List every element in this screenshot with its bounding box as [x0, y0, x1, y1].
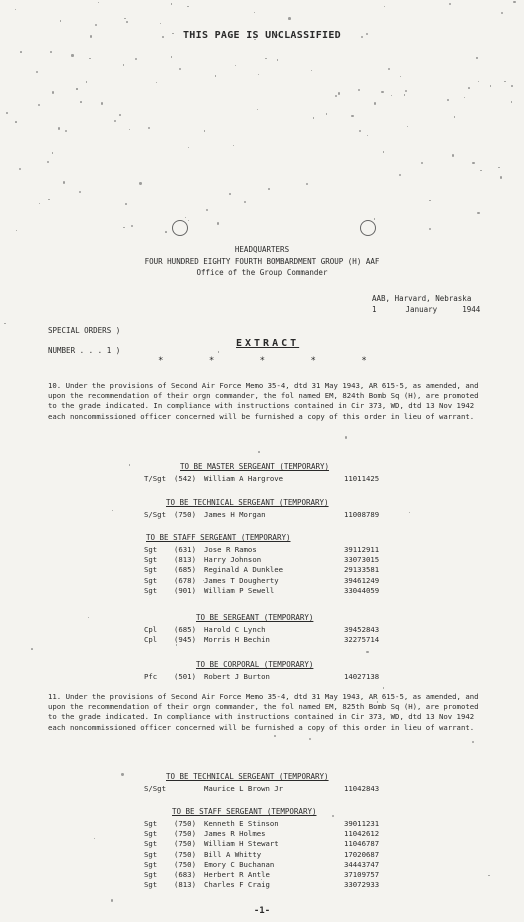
- scan-speck: [179, 68, 181, 70]
- promotion-row: Sgt (901) William P Sewell 33044059: [144, 585, 380, 595]
- promotion-row: Cpl (945) Morris H Bechin 32275714: [144, 635, 380, 645]
- scan-speck: [135, 58, 137, 60]
- promotion-row: Sgt (678) James T Dougherty 39461249: [144, 575, 380, 585]
- promotion-row: Sgt (813) Charles F Craig 33072933: [144, 880, 380, 890]
- scan-speck: [421, 162, 423, 164]
- scan-speck: [383, 687, 385, 689]
- promotion-row: S/Sgt (750) James H Morgan 11008789: [144, 510, 380, 519]
- scan-speck: [123, 64, 125, 66]
- scan-speck: [121, 773, 123, 775]
- scan-speck: [306, 183, 308, 185]
- scan-speck: [98, 2, 99, 3]
- extract-title: EXTRACT: [236, 338, 300, 349]
- scan-speck: [123, 227, 125, 229]
- classification-banner: THIS PAGE IS UNCLASSIFIED: [182, 30, 341, 41]
- place-date: [372, 305, 480, 314]
- scan-speck: [511, 85, 513, 87]
- scan-speck: [206, 209, 208, 211]
- scan-speck: [374, 218, 375, 219]
- scan-speck: [124, 18, 126, 20]
- scan-speck: [335, 95, 337, 97]
- scan-speck: [20, 51, 22, 53]
- scan-speck: [218, 351, 220, 353]
- scan-speck: [71, 54, 73, 56]
- promotion-row: T/Sgt (542) William A Hargrove 11011425: [144, 474, 380, 483]
- scan-speck: [511, 101, 512, 102]
- scan-speck: [244, 201, 246, 203]
- promotion-row: Cpl (685) Harold C Lynch 39452843: [144, 625, 380, 634]
- scan-speck: [129, 464, 130, 465]
- scan-speck: [80, 101, 82, 103]
- scan-speck: [36, 71, 38, 73]
- scan-speck: [188, 220, 189, 221]
- scan-speck: [311, 70, 312, 71]
- scan-speck: [404, 94, 405, 95]
- scan-speck: [126, 21, 128, 23]
- scan-speck: [449, 3, 451, 5]
- scan-speck: [351, 115, 353, 117]
- scan-speck: [388, 68, 390, 70]
- promotion-row: Pfc (501) Robert J Burton 14027138: [144, 672, 380, 681]
- promotion-row: Sgt (750) William H Stewart 11046787: [144, 839, 380, 849]
- scan-speck: [338, 92, 340, 94]
- scan-speck: [119, 114, 121, 116]
- scan-speck: [490, 85, 491, 86]
- scan-speck: [111, 899, 113, 901]
- scan-speck: [156, 82, 157, 83]
- date-year: 1944: [462, 305, 481, 314]
- staff-sergeant-list-10: [144, 545, 404, 596]
- heading-corporal: TO BE CORPORAL (TEMPORARY): [196, 660, 314, 669]
- scan-speck: [472, 741, 474, 743]
- scan-speck: [88, 617, 89, 618]
- promotion-row: Sgt (750) Emory C Buchanan 34443747: [144, 859, 380, 869]
- heading-master-sergeant: TO BE MASTER SERGEANT (TEMPORARY): [180, 462, 330, 471]
- page-number: -1-: [253, 906, 271, 916]
- scan-speck: [171, 56, 172, 57]
- scan-speck: [235, 65, 236, 66]
- scan-speck: [94, 838, 95, 839]
- date-day: 1: [372, 305, 377, 314]
- punch-hole-right: [360, 220, 376, 236]
- heading-technical-sergeant-11: TO BE TECHNICAL SERGEANT (TEMPORARY): [166, 772, 329, 781]
- header-line-1: HEADQUARTERS: [234, 245, 290, 254]
- scan-speck: [258, 451, 260, 453]
- scan-speck: [148, 127, 150, 129]
- scan-speck: [129, 129, 130, 130]
- promotion-row: Sgt (750) Kenneth E Stinson 39011231: [144, 819, 380, 828]
- scan-speck: [4, 323, 5, 324]
- scan-speck: [400, 76, 401, 77]
- scan-speck: [477, 212, 479, 214]
- scan-speck: [187, 6, 189, 8]
- scan-speck: [399, 174, 401, 176]
- promotion-row: Sgt (685) Reginald A Dunklee 29133581: [144, 565, 380, 575]
- scan-speck: [58, 127, 60, 129]
- scan-speck: [65, 130, 67, 132]
- scan-speck: [374, 102, 376, 104]
- scan-speck: [447, 99, 449, 101]
- number-label: NUMBER . . . 1 ): [48, 346, 121, 355]
- staff-sergeant-list-11: [144, 819, 404, 890]
- scan-speck: [125, 203, 127, 205]
- scan-speck: [233, 145, 234, 146]
- scan-speck: [79, 191, 81, 193]
- scan-speck: [277, 59, 279, 61]
- scan-speck: [358, 89, 360, 91]
- scan-speck: [464, 97, 465, 98]
- scan-speck: [476, 57, 477, 58]
- scan-speck: [52, 91, 54, 93]
- scan-speck: [384, 6, 385, 7]
- scan-speck: [359, 130, 361, 132]
- scan-speck: [429, 200, 430, 201]
- scan-speck: [112, 510, 113, 511]
- scan-speck: [326, 113, 327, 114]
- scan-speck: [39, 203, 40, 204]
- scan-speck: [38, 104, 40, 106]
- scan-speck: [468, 87, 470, 89]
- promotion-row: S/Sgt Maurice L Brown Jr 11042843: [144, 784, 380, 793]
- scan-speck: [504, 81, 506, 83]
- scan-speck: [500, 176, 502, 178]
- scan-speck: [313, 117, 314, 118]
- punch-hole-left: [172, 220, 188, 236]
- scan-speck: [268, 188, 270, 190]
- scan-speck: [274, 735, 276, 737]
- scan-speck: [215, 75, 216, 76]
- scan-speck: [31, 648, 33, 650]
- scan-speck: [60, 20, 62, 22]
- scan-speck: [254, 12, 255, 13]
- scan-speck: [204, 130, 205, 131]
- scan-speck: [86, 81, 88, 83]
- scan-speck: [15, 9, 16, 10]
- heading-staff-sergeant: TO BE STAFF SERGEANT (TEMPORARY): [146, 533, 291, 542]
- heading-technical-sergeant: TO BE TECHNICAL SERGEANT (TEMPORARY): [166, 498, 329, 507]
- scan-speck: [52, 152, 54, 154]
- scan-speck: [165, 231, 167, 233]
- scan-speck: [6, 112, 8, 114]
- scan-speck: [478, 81, 479, 82]
- scan-speck: [381, 91, 383, 93]
- scan-speck: [405, 90, 407, 92]
- scan-speck: [229, 193, 231, 195]
- scan-speck: [407, 126, 408, 127]
- scan-speck: [95, 24, 97, 26]
- scan-speck: [454, 116, 455, 117]
- promotion-row: Sgt (813) Harry Johnson 33073015: [144, 555, 380, 565]
- scan-speck: [50, 51, 52, 53]
- scan-speck: [131, 225, 133, 227]
- heading-sergeant: TO BE SERGEANT (TEMPORARY): [196, 613, 314, 622]
- date-month: January: [405, 305, 438, 314]
- scan-speck: [217, 222, 219, 224]
- scan-speck: [76, 88, 77, 89]
- scan-speck: [366, 651, 368, 653]
- scan-speck: [171, 3, 172, 4]
- promotion-row: Sgt (683) Herbert R Antle 37109757: [144, 870, 380, 880]
- scan-speck: [513, 1, 515, 3]
- scan-speck: [488, 875, 490, 877]
- scan-speck: [114, 120, 116, 122]
- scan-speck: [501, 12, 504, 15]
- scan-speck: [15, 121, 17, 123]
- scan-speck: [498, 167, 500, 169]
- scan-speck: [48, 199, 50, 201]
- separator-stars: * * * * *: [158, 356, 387, 366]
- scan-speck: [429, 228, 431, 230]
- scan-speck: [185, 217, 186, 218]
- scan-speck: [101, 102, 104, 105]
- scan-speck: [16, 230, 17, 231]
- scan-speck: [452, 154, 455, 157]
- promotion-row: Sgt (750) James R Holmes 11042612: [144, 829, 380, 839]
- scan-speck: [367, 135, 368, 136]
- place-location: AAB, Harvard, Nebraska: [372, 294, 472, 303]
- scan-speck: [383, 151, 384, 152]
- scan-speck: [139, 182, 141, 184]
- scan-speck: [257, 109, 258, 110]
- scan-speck: [160, 23, 161, 24]
- paragraph-11: 11. Under the provisions of Second Air Force Memo 35-4, dtd 31 May 1943, AR 615-5, as amended, and upon the recommendation of their orgn commander, the fol named EM, 825th Bomb Sq (H), are promoted to the grade indicated. In compliance with instructions contained in Cir 373, WD, dtd 13 Nov 1942 each noncommissioned officer concerned will be furnished a copy of this order in lieu of warrant.: [48, 692, 479, 732]
- scan-speck: [409, 512, 411, 514]
- scan-speck: [345, 436, 347, 438]
- sergeant-list: [144, 625, 404, 645]
- scan-speck: [265, 58, 267, 60]
- promotion-row: Sgt (631) Jose R Ramos 39112911: [144, 545, 380, 554]
- scan-speck: [258, 74, 259, 75]
- header-line-3: Office of the Group Commander: [196, 268, 328, 277]
- scan-speck: [19, 168, 21, 170]
- scan-speck: [332, 815, 334, 817]
- scan-speck: [480, 170, 482, 172]
- scan-speck: [472, 162, 474, 164]
- scan-speck: [288, 17, 291, 20]
- heading-staff-sergeant-11: TO BE STAFF SERGEANT (TEMPORARY): [172, 807, 317, 816]
- special-orders-label: SPECIAL ORDERS ): [48, 326, 121, 335]
- scan-speck: [309, 738, 311, 740]
- scan-speck: [47, 161, 49, 163]
- scan-speck: [188, 147, 189, 148]
- promotion-row: Sgt (750) Bill A Whitty 17020687: [144, 849, 380, 859]
- scan-speck: [63, 181, 66, 184]
- header-line-2: FOUR HUNDRED EIGHTY FOURTH BOMBARDMENT GROUP (H) AAF: [144, 257, 380, 266]
- scan-speck: [391, 95, 392, 96]
- scan-speck: [89, 58, 90, 59]
- paragraph-10: 10. Under the provisions of Second Air Force Memo 35-4, dtd 31 May 1943, AR 615-5, as amended, and upon the recommendation of their orgn commander, the fol named EM, 824th Bomb Sq (H), are promoted to the grade indicated. In compliance with instructions contained in Cir 373, WD, dtd 13 Nov 1942 each noncommissioned officer concerned will be furnished a copy of this order in lieu of warrant.: [48, 381, 479, 421]
